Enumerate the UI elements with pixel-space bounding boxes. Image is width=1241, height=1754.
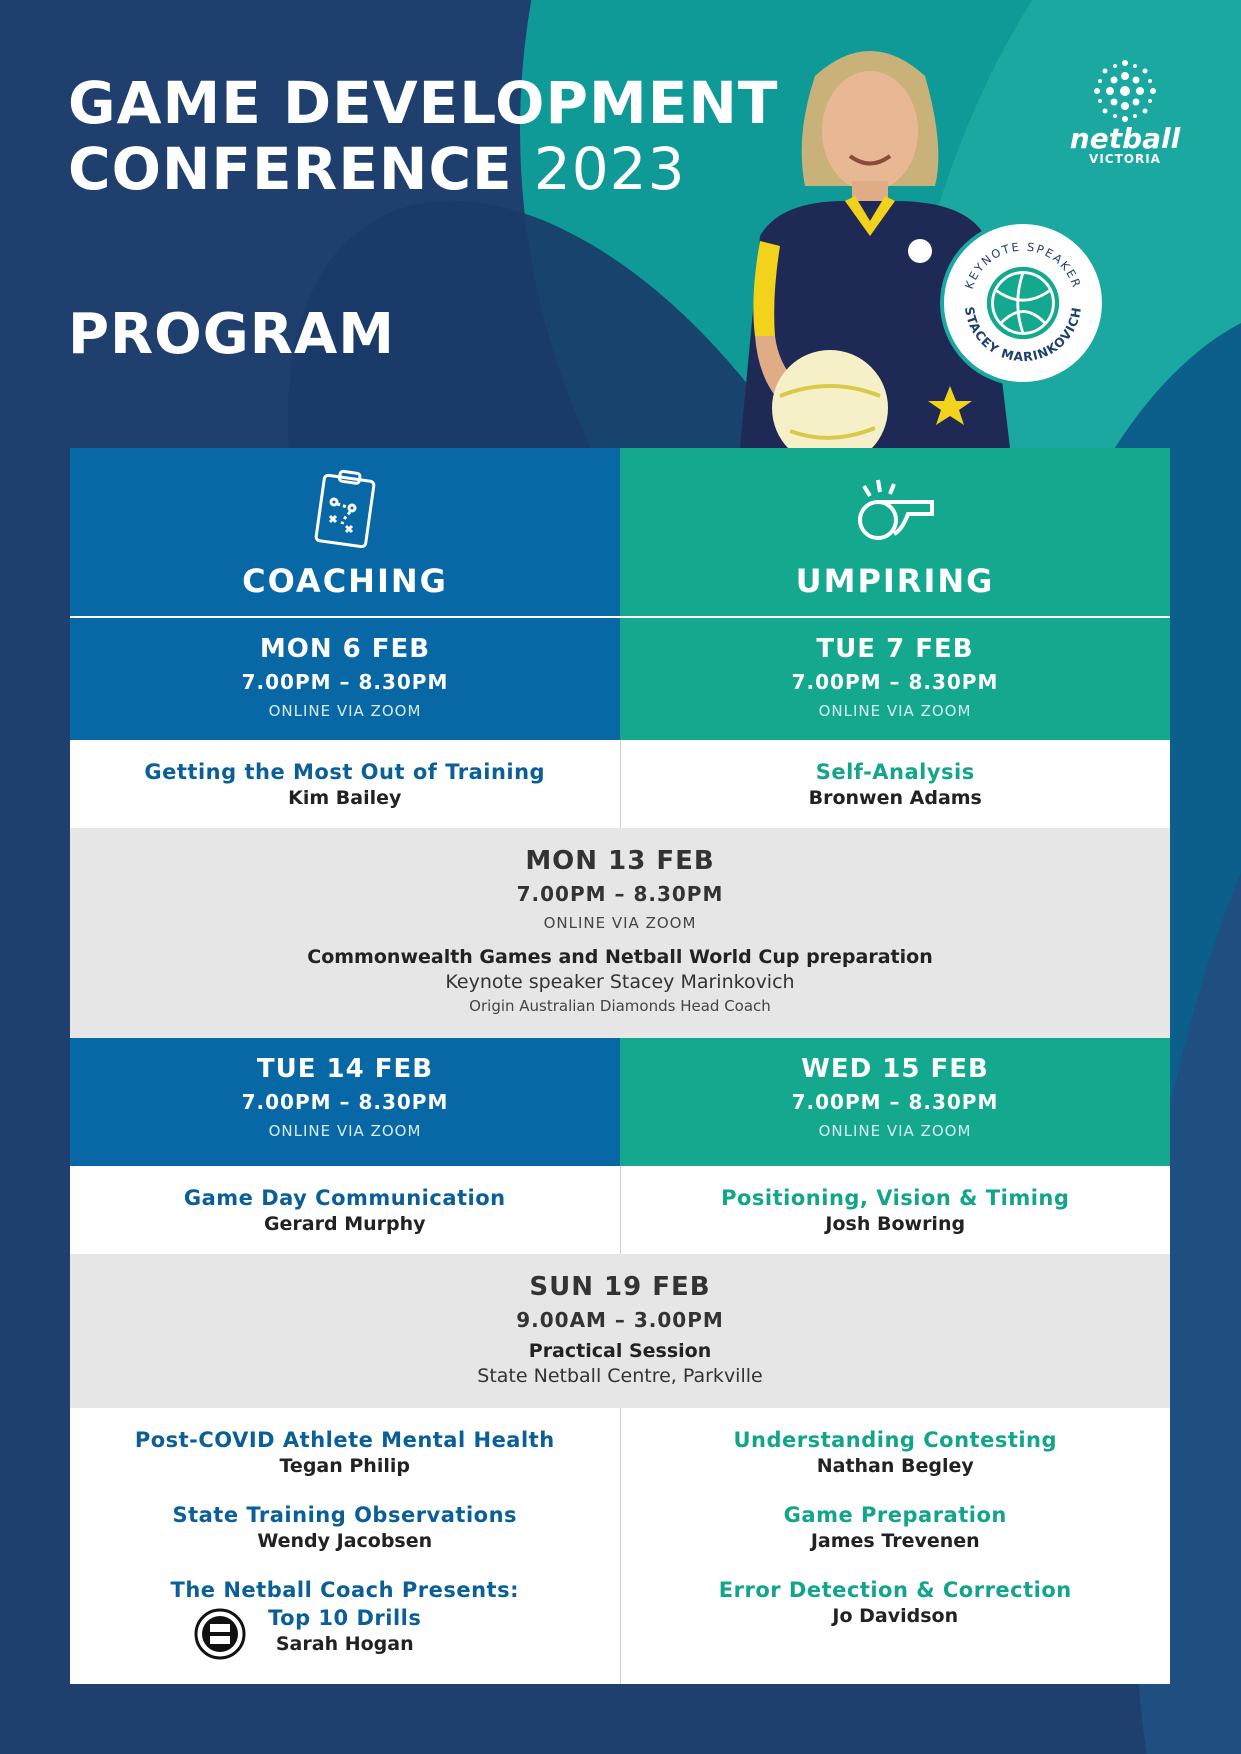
session-time: 7.00PM – 8.30PM (241, 1090, 449, 1114)
presenter-name: Josh Bowring (825, 1213, 966, 1235)
tue7-session (620, 740, 1171, 828)
practical-umpiring-list (620, 1408, 1171, 1684)
keynote-badge (940, 220, 1106, 386)
netball-logo-icon (1085, 56, 1165, 126)
session-title: Post-COVID Athlete Mental Health (134, 1428, 555, 1452)
week2-sessions (70, 1166, 1170, 1254)
logo-subtitle: VICTORIA (1089, 152, 1161, 166)
presenter-name: Bronwen Adams (808, 787, 982, 809)
badge-bottom-text: STACEY MARINKOVICH (961, 305, 1085, 365)
session-subtitle: Top 10 Drills (268, 1606, 422, 1630)
tue14-date-block (70, 1038, 620, 1166)
title-line-2: CONFERENCE (68, 135, 513, 203)
session-date: MON 13 FEB (525, 846, 715, 876)
title-line-1: GAME DEVELOPMENT (68, 69, 779, 137)
session-title: Positioning, Vision & Timing (721, 1186, 1070, 1210)
presenter-name: Wendy Jacobsen (257, 1530, 433, 1552)
session-time: 7.00PM – 8.30PM (241, 670, 449, 694)
netball-coach-logo-icon (194, 1608, 246, 1660)
session-title: Understanding Contesting (733, 1428, 1058, 1452)
session-location: ONLINE VIA ZOOM (268, 702, 422, 720)
presenter-name: Gerard Murphy (263, 1213, 426, 1235)
session-title: The Netball Coach Presents: (170, 1578, 519, 1602)
session-location: ONLINE VIA ZOOM (818, 702, 972, 720)
umpiring-header (620, 448, 1170, 616)
column-headers (70, 448, 1170, 616)
session-title: Game Day Communication (183, 1186, 506, 1210)
coaching-label: COACHING (242, 562, 448, 600)
session-location: ONLINE VIA ZOOM (543, 914, 697, 932)
practical-streams (70, 1408, 1170, 1684)
wed15-session (620, 1166, 1171, 1254)
presenter-name: Tegan Philip (279, 1455, 410, 1477)
session-date: TUE 14 FEB (256, 1054, 434, 1084)
presenter-name: Jo Davidson (832, 1605, 959, 1627)
session-date: TUE 7 FEB (816, 634, 974, 664)
tue7-date-block (620, 618, 1170, 740)
session-date: MON 6 FEB (259, 634, 431, 664)
week1-dates (70, 618, 1170, 740)
umpiring-label: UMPIRING (795, 562, 995, 600)
session-title: State Training Observations (172, 1503, 518, 1527)
page-title (68, 70, 778, 202)
practical-coaching-list (70, 1408, 620, 1684)
presenter-name: James Trevenen (810, 1530, 980, 1552)
session-title: Error Detection & Correction (718, 1578, 1072, 1602)
mon6-session (70, 740, 620, 828)
clipboard-icon (310, 468, 380, 548)
presenter-name: Kim Bailey (288, 787, 402, 809)
practical-session (70, 1254, 1170, 1408)
session-time: 7.00PM – 8.30PM (791, 1090, 999, 1114)
session-location: ONLINE VIA ZOOM (818, 1122, 972, 1140)
program-table (70, 448, 1170, 1684)
presenter-name: Nathan Begley (816, 1455, 974, 1477)
wed15-date-block (620, 1038, 1170, 1166)
badge-top-text: KEYNOTE SPEAKER (961, 239, 1085, 291)
list-item (621, 1578, 1171, 1627)
session-time: 7.00PM – 8.30PM (791, 670, 999, 694)
list-item (70, 1578, 620, 1655)
logo-wordmark: netball (1069, 122, 1181, 155)
whistle-icon (850, 468, 940, 548)
coaching-header (70, 448, 620, 616)
speaker-role: Origin Australian Diamonds Head Coach (469, 997, 771, 1015)
week1-sessions (70, 740, 1170, 828)
keynote-session (70, 828, 1170, 1038)
list-item (70, 1503, 620, 1552)
session-venue: State Netball Centre, Parkville (477, 1365, 763, 1387)
session-date: SUN 19 FEB (529, 1272, 711, 1302)
tue14-session (70, 1166, 620, 1254)
mon6-date-block (70, 618, 620, 740)
session-title: Commonwealth Games and Netball World Cup preparation (307, 946, 933, 968)
list-item (621, 1428, 1171, 1477)
mon13-block (70, 828, 1170, 1038)
session-type: Practical Session (528, 1340, 712, 1362)
program-heading: PROGRAM (68, 302, 395, 367)
keynote-speaker: Keynote speaker Stacey Marinkovich (445, 971, 795, 993)
session-location: ONLINE VIA ZOOM (268, 1122, 422, 1140)
session-title: Game Preparation (783, 1503, 1007, 1527)
session-title: Self-Analysis (815, 760, 975, 784)
title-year: 2023 (533, 135, 686, 203)
presenter-name: Sarah Hogan (275, 1633, 414, 1655)
session-date: WED 15 FEB (801, 1054, 989, 1084)
week2-dates (70, 1038, 1170, 1166)
session-time: 9.00AM – 3.00PM (516, 1308, 724, 1332)
netball-victoria-logo (1060, 56, 1190, 166)
list-item (621, 1503, 1171, 1552)
netball-icon (987, 267, 1059, 339)
session-title: Getting the Most Out of Training (144, 760, 546, 784)
list-item (70, 1428, 620, 1477)
session-time: 7.00PM – 8.30PM (516, 882, 724, 906)
sun19-block (70, 1254, 1170, 1408)
